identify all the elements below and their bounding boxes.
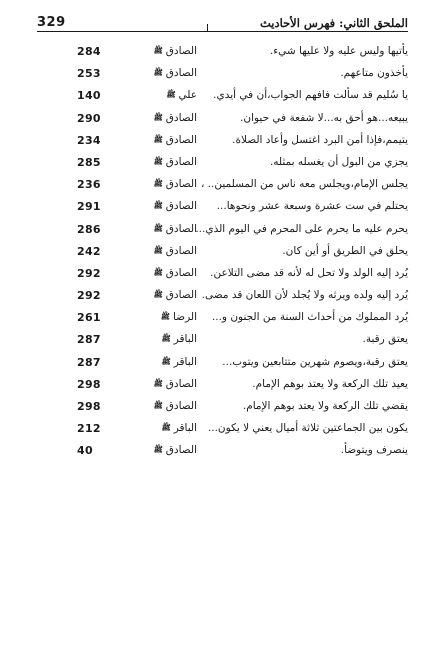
narrator-name: الصادق — [165, 444, 197, 457]
narrator-name: الصادق — [165, 45, 197, 57]
honorific-mark: ﷺ — [153, 290, 163, 300]
index-row — [55, 85, 408, 107]
page-reference: 291 — [77, 200, 101, 214]
page-reference: 292 — [77, 266, 101, 280]
narrator-cell — [135, 311, 197, 323]
honorific-mark: ﷺ — [160, 312, 170, 322]
hadith-text: يُرد المملوك من أحداث السنة من الجنون و... — [211, 311, 408, 324]
page-reference: 253 — [77, 67, 101, 81]
hadith-index-list — [55, 41, 408, 463]
hadith-text: يعتق رقبة. — [362, 333, 408, 346]
hadith-text: يعتق رقبة،ويصوم شهرين متتابعين ويتوب... — [222, 355, 408, 368]
page-reference: 242 — [77, 244, 101, 258]
honorific-mark: ﷺ — [153, 401, 163, 410]
narrator-name: الصادق — [165, 111, 197, 124]
hadith-text: يأخذون متاعهم. — [340, 67, 408, 80]
narrator-name: علي — [178, 89, 197, 102]
narrator-name: الصادق — [165, 67, 197, 80]
page-reference: 287 — [77, 333, 101, 347]
page-reference: 298 — [77, 377, 101, 391]
narrator-cell — [135, 356, 197, 368]
narrator-name: الباقر — [173, 355, 197, 368]
index-row — [55, 418, 408, 440]
narrator-name: الصادق — [165, 178, 197, 191]
honorific-mark: ﷺ — [161, 334, 171, 344]
page-reference: 285 — [77, 155, 101, 169]
narrator-name: الصادق — [165, 377, 197, 390]
hadith-text: يتيمم،فإذا أمن البرد اغتسل وأعاد الصلاة. — [232, 133, 408, 146]
page-reference: 298 — [77, 400, 101, 413]
hadith-text: يُرد إليه ولده ويرثه ولا يُجلد لأن اللعان قد مضى. — [201, 289, 408, 302]
narrator-cell — [135, 156, 197, 168]
page-reference: 290 — [77, 111, 101, 125]
narrator-name: الباقر — [173, 333, 197, 346]
narrator-name: الصادق — [165, 133, 197, 146]
narrator-cell — [135, 178, 197, 190]
hadith-text: يا سُليم قد سألت فافهم الجواب،أن في أيدي. — [213, 89, 408, 102]
page-reference: 236 — [77, 178, 101, 192]
narrator-name: الصادق — [165, 289, 197, 302]
header-rule-tick — [207, 24, 208, 32]
running-title: الملحق الثاني: فهرس الأحاديث — [259, 16, 408, 30]
honorific-mark: ﷺ — [153, 112, 163, 122]
honorific-mark: ﷺ — [153, 223, 163, 233]
index-row — [55, 219, 408, 241]
page-reference: 234 — [77, 133, 101, 147]
hadith-text: يبيعه...هو أحق به...لا شفعة في حيوان. — [240, 111, 408, 124]
honorific-mark: ﷺ — [161, 423, 171, 433]
narrator-cell — [135, 112, 197, 124]
page-reference: 284 — [77, 45, 101, 58]
honorific-mark: ﷺ — [153, 445, 163, 455]
page-reference: 40 — [77, 444, 93, 458]
honorific-mark: ﷺ — [153, 68, 163, 78]
page-number: 329 — [37, 15, 66, 30]
honorific-mark: ﷺ — [153, 156, 163, 166]
index-row — [55, 152, 408, 174]
index-row — [55, 41, 408, 63]
honorific-mark: ﷺ — [153, 134, 163, 144]
page-reference: 286 — [77, 222, 101, 236]
hadith-text: يعيد تلك الركعة ولا يعتد بوهم الإمام. — [252, 377, 408, 390]
honorific-mark: ﷺ — [153, 201, 163, 211]
narrator-name: الصادق — [165, 266, 197, 279]
index-row — [55, 108, 408, 130]
hadith-text: يحرم عليه ما يحرم على المحرم في اليوم الذي... — [195, 222, 408, 235]
hadith-text: يجزي من البول أن يغسله بمثله. — [269, 155, 408, 168]
index-row — [55, 241, 408, 263]
narrator-cell — [135, 444, 197, 456]
index-row — [55, 329, 408, 351]
narrator-name: الباقر — [173, 422, 197, 435]
header-rule — [37, 31, 408, 32]
narrator-name: الصادق — [165, 244, 197, 257]
index-row — [55, 352, 408, 374]
narrator-cell — [135, 400, 197, 412]
hadith-text: يُرد إليه الولد ولا تحل له لأنه قد مضى التلاعن. — [210, 266, 408, 279]
page-header — [37, 14, 408, 36]
hadith-text: يكون بين الجماعتين ثلاثة أميال يعني لا يكون... — [207, 422, 408, 435]
narrator-cell — [135, 378, 197, 390]
narrator-cell — [135, 289, 197, 301]
index-row — [55, 396, 408, 418]
narrator-cell — [135, 200, 197, 212]
honorific-mark: ﷺ — [153, 267, 163, 277]
index-row — [55, 63, 408, 85]
narrator-cell — [135, 45, 197, 57]
narrator-cell — [135, 245, 197, 257]
index-row — [55, 196, 408, 218]
narrator-name: الرضا — [172, 311, 197, 324]
hadith-text: يحتلم في ست عشرة وسبعة عشر ونحوها... — [216, 200, 408, 213]
page-reference: 261 — [77, 311, 101, 325]
narrator-name: الصادق — [165, 400, 197, 412]
narrator-name: الصادق — [165, 200, 197, 213]
index-row — [55, 285, 408, 307]
page-reference: 140 — [77, 89, 101, 103]
narrator-cell — [135, 89, 197, 101]
narrator-cell — [135, 223, 197, 235]
narrator-name: الصادق — [165, 155, 197, 168]
narrator-cell — [135, 422, 197, 434]
index-row — [55, 130, 408, 152]
hadith-text: يأتيها وليس عليه ولا عليها شيء. — [269, 45, 408, 57]
hadith-text: يجلس الإمام،ويجلس معه ناس من المسلمين.. ، — [200, 178, 408, 191]
hadith-text: يحلق في الطريق أو أين كان. — [282, 244, 408, 257]
honorific-mark: ﷺ — [153, 46, 163, 55]
page-reference: 212 — [77, 422, 101, 436]
honorific-mark: ﷺ — [153, 245, 163, 255]
honorific-mark: ﷺ — [166, 90, 176, 100]
honorific-mark: ﷺ — [153, 378, 163, 388]
narrator-cell — [135, 267, 197, 279]
page-reference: 292 — [77, 289, 101, 303]
index-row — [55, 174, 408, 196]
index-row — [55, 440, 408, 462]
narrator-cell — [135, 333, 197, 345]
honorific-mark: ﷺ — [161, 356, 171, 366]
narrator-cell — [135, 134, 197, 146]
index-row — [55, 307, 408, 329]
narrator-name: الصادق — [165, 222, 197, 235]
page-reference: 287 — [77, 355, 101, 369]
honorific-mark: ﷺ — [153, 179, 163, 189]
index-row — [55, 263, 408, 285]
hadith-text: ينصرف ويتوضأ. — [340, 444, 408, 457]
narrator-cell — [135, 67, 197, 79]
hadith-text: يقضي تلك الركعة ولا يعتد بوهم الإمام. — [242, 400, 408, 412]
index-row — [55, 374, 408, 396]
